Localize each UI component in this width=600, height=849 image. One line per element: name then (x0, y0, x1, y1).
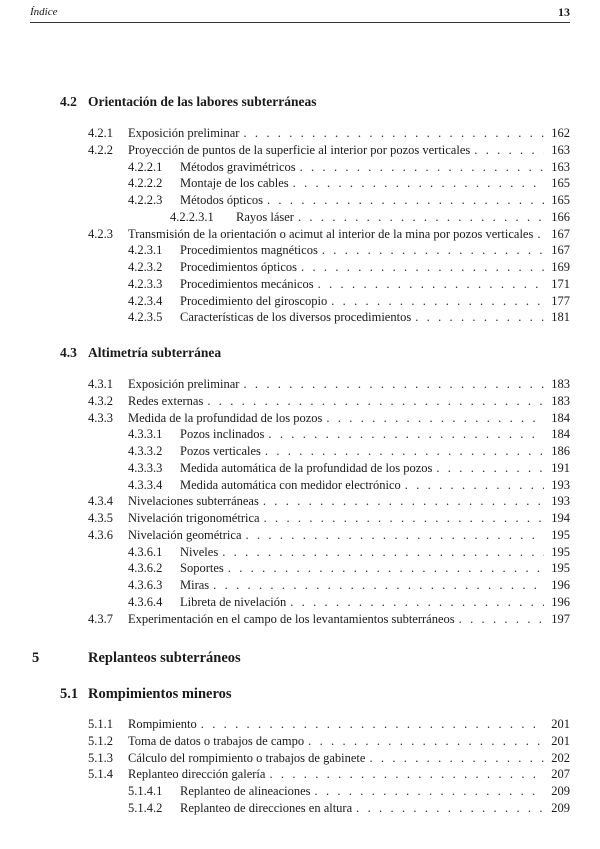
dot-leader (474, 143, 544, 158)
toc-entry[interactable] (128, 294, 570, 310)
toc-entry-title: Métodos gravimétricos (180, 159, 296, 174)
toc-entry-page: 171 (551, 276, 570, 291)
toc-entry-number: 4.2.2.2 (128, 176, 163, 191)
toc-entry-number: 4.3.6.1 (128, 544, 163, 559)
toc-entry-number: 4.3.6.2 (128, 561, 163, 576)
toc-entry-page: 184 (551, 427, 570, 442)
toc-entry-number: 4.3.7 (88, 611, 113, 626)
toc-entry-page: 166 (551, 209, 570, 224)
toc-entry-number: 4.3.3.4 (128, 477, 163, 492)
section-heading[interactable] (60, 686, 232, 703)
dot-leader (201, 717, 544, 732)
toc-entry-page: 197 (551, 611, 570, 626)
dot-leader (415, 310, 544, 325)
toc-entry-number: 5.1.2 (88, 733, 113, 748)
dot-leader (405, 478, 544, 493)
toc-entry[interactable] (128, 478, 570, 494)
dot-leader (243, 126, 544, 141)
toc-entry-page: 162 (551, 126, 570, 140)
toc-entry[interactable] (128, 461, 570, 477)
toc-entry-number: 4.3.4 (88, 494, 113, 509)
toc-entry-title: Rayos láser (236, 209, 294, 224)
toc-entry[interactable] (128, 545, 570, 561)
toc-entry-page: 186 (551, 444, 570, 458)
toc-entry[interactable] (88, 143, 570, 159)
toc-entry-number: 5.1.3 (88, 750, 113, 765)
toc-entry-page: 195 (551, 544, 570, 559)
toc-entry-title: Nivelación trigonométrica (128, 511, 260, 525)
toc-entry-number: 4.3.6.4 (128, 594, 163, 609)
toc-entry-number: 4.2.3.1 (128, 243, 163, 258)
section-heading[interactable] (60, 345, 221, 361)
toc-entry[interactable] (88, 227, 570, 243)
section-number: 4.2 (60, 94, 77, 109)
dot-leader (331, 294, 544, 309)
toc-entry-page: 167 (551, 243, 570, 258)
toc-entry[interactable] (128, 310, 570, 326)
toc-entry-title: Proyección de puntos de la superficie al interior por pozos verticales (128, 142, 471, 157)
toc-entry-number: 4.3.3.1 (128, 427, 163, 442)
toc-entry-page: 201 (551, 733, 570, 748)
toc-entry-page: 163 (551, 142, 570, 157)
dot-leader (459, 612, 544, 627)
section-title: Altimetría subterránea (88, 345, 222, 360)
toc-entry-title: Toma de datos o trabajos de campo (128, 733, 305, 748)
dot-leader (326, 411, 544, 426)
dot-leader (243, 377, 544, 392)
toc-entry-page: 193 (551, 477, 570, 492)
toc-entry-number: 4.2.3.3 (128, 276, 163, 291)
toc-entry[interactable] (88, 411, 570, 427)
toc-entry-page: 181 (551, 310, 570, 325)
toc-entry-title: Replanteo de alineaciones (180, 784, 311, 798)
toc-entry[interactable] (128, 427, 570, 443)
dot-leader (298, 210, 544, 225)
toc-entry-title: Experimentación en el campo de los levantamientos subterráneos (128, 611, 455, 626)
toc-entry-title: Procedimientos mecánicos (180, 276, 314, 291)
dot-leader (436, 461, 544, 476)
toc-entry-title: Exposición preliminar (128, 126, 240, 140)
toc-entry-title: Miras (180, 578, 210, 592)
toc-entry[interactable] (128, 193, 570, 209)
toc-entry[interactable] (128, 784, 570, 800)
toc-entry[interactable] (128, 444, 570, 460)
toc-entry-number: 4.2.3 (88, 226, 113, 241)
dot-leader (267, 193, 544, 208)
toc-entry-title: Replanteo de direcciones en altura (180, 800, 353, 815)
toc-entry[interactable] (170, 210, 570, 226)
dot-leader (322, 243, 544, 258)
dot-leader (265, 444, 544, 459)
toc-entry-number: 5.1.4.2 (128, 800, 163, 815)
toc-entry-title: Características de los diversos procedimientos (180, 310, 412, 325)
toc-entry-page: 195 (551, 561, 570, 576)
toc-entry-title: Nivelación geométrica (128, 527, 242, 542)
dot-leader (207, 394, 544, 409)
dot-leader (369, 751, 544, 766)
toc-entry-number: 4.2.2 (88, 142, 113, 157)
toc-entry-page: 167 (551, 226, 570, 241)
toc-entry-number: 4.2.3.5 (128, 310, 163, 325)
dot-leader (318, 277, 544, 292)
chapter-title: Replanteos subterráneos (88, 650, 241, 666)
toc-entry-number: 4.2.2.3.1 (170, 209, 214, 224)
toc-entry-title: Procedimientos magnéticos (180, 243, 318, 258)
dot-leader (228, 561, 544, 576)
toc-entry[interactable] (128, 160, 570, 176)
toc-entry-title: Pozos inclinados (180, 427, 265, 442)
toc-entry-number: 4.3.5 (88, 511, 113, 525)
toc-entry-title: Libreta de nivelación (180, 594, 287, 609)
toc-entry[interactable] (88, 612, 570, 628)
toc-entry-page: 193 (551, 494, 570, 509)
toc-entry[interactable] (128, 260, 570, 276)
toc-entry-page: 207 (551, 767, 570, 782)
toc-entry-page: 183 (551, 393, 570, 408)
section-number: 5.1 (60, 686, 79, 702)
toc-entry-page: 163 (551, 159, 570, 174)
toc-entry-page: 201 (551, 717, 570, 731)
toc-entry[interactable] (88, 767, 570, 783)
toc-entry-title: Pozos verticales (180, 444, 261, 458)
toc-entry[interactable] (88, 394, 570, 410)
dot-leader (246, 528, 545, 543)
section-number: 4.3 (60, 345, 77, 360)
dot-leader (269, 767, 544, 782)
toc-entry-title: Medida automática de la profundidad de los pozos (180, 460, 433, 475)
toc-entry[interactable] (88, 126, 570, 142)
section-title: Orientación de las labores subterráneas (88, 94, 317, 109)
toc-entry-page: 184 (551, 410, 570, 425)
toc-entry[interactable] (128, 277, 570, 293)
toc-entry-number: 4.3.3.3 (128, 460, 163, 475)
toc-entry[interactable] (88, 494, 570, 510)
toc-entry-page: 209 (551, 800, 570, 815)
toc-entry-title: Exposición preliminar (128, 377, 240, 391)
toc-entry-number: 5.1.1 (88, 717, 113, 731)
toc-entry-title: Métodos ópticos (180, 193, 263, 207)
toc-entry[interactable] (128, 243, 570, 259)
toc-entry-title: Soportes (180, 561, 224, 576)
toc-entry-number: 4.3.3 (88, 410, 113, 425)
toc-entry-title: Cálculo del rompimiento o trabajos de gabinete (128, 750, 366, 765)
toc-entry-number: 4.3.2 (88, 393, 113, 408)
page-number: 13 (558, 5, 570, 19)
chapter-heading[interactable] (32, 650, 241, 667)
toc-entry-number: 4.2.2.3 (128, 193, 163, 207)
header-title: Índice (30, 6, 58, 18)
toc-entry[interactable] (128, 176, 570, 192)
dot-leader (300, 160, 544, 175)
toc-entry-number: 4.3.3.2 (128, 444, 163, 458)
section-title: Rompimientos mineros (88, 686, 232, 702)
toc-entry-number: 4.2.1 (88, 126, 113, 140)
toc-entry-page: 165 (551, 176, 570, 191)
toc-entry-title: Medida de la profundidad de los pozos (128, 410, 323, 425)
toc-entry-page: 202 (551, 750, 570, 765)
toc-entry-title: Redes externas (128, 393, 204, 408)
toc-entry[interactable] (128, 578, 570, 594)
toc-entry-page: 169 (551, 260, 570, 274)
toc-entry[interactable] (88, 751, 570, 767)
dot-leader (315, 784, 545, 799)
dot-leader (356, 801, 544, 816)
toc-entry-number: 5.1.4.1 (128, 784, 163, 798)
toc-entry-page: 183 (551, 377, 570, 391)
dot-leader (263, 494, 544, 509)
toc-entry-number: 4.3.1 (88, 377, 113, 391)
toc-entry-number: 4.3.6.3 (128, 578, 163, 592)
toc-entry-title: Medida automática con medidor electrónico (180, 477, 401, 492)
dot-leader (213, 578, 544, 593)
toc-entry[interactable] (128, 561, 570, 577)
chapter-number: 5 (32, 650, 40, 666)
toc-entry-number: 5.1.4 (88, 767, 113, 782)
toc-entry[interactable] (128, 801, 570, 817)
toc-entry-title: Replanteo dirección galería (128, 767, 266, 782)
toc-entry-number: 4.2.3.4 (128, 293, 163, 308)
dot-leader (293, 176, 544, 191)
toc-entry-title: Procedimiento del giroscopio (180, 293, 328, 308)
toc-entry[interactable] (128, 595, 570, 611)
dot-leader (308, 734, 544, 749)
page-header (30, 4, 570, 23)
toc-entry-title: Niveles (180, 544, 219, 559)
dot-leader (290, 595, 544, 610)
toc-entry-page: 196 (551, 578, 570, 592)
toc-entry-page: 165 (551, 193, 570, 207)
toc-entry-title: Rompimiento (128, 717, 197, 731)
toc-entry[interactable] (88, 717, 570, 733)
dot-leader (264, 511, 544, 526)
dot-leader (268, 427, 544, 442)
toc-entry-page: 195 (551, 527, 570, 542)
toc-entry-title: Nivelaciones subterráneas (128, 494, 259, 509)
toc-entry[interactable] (88, 528, 570, 544)
toc-entry-page: 194 (551, 511, 570, 525)
toc-entry-number: 4.2.2.1 (128, 159, 163, 174)
toc-entry-page: 196 (551, 594, 570, 609)
toc-entry-number: 4.2.3.2 (128, 260, 163, 274)
toc-entry[interactable] (88, 377, 570, 393)
toc-entry-title: Montaje de los cables (180, 176, 289, 191)
section-heading[interactable] (60, 94, 317, 110)
toc-entry-page: 191 (551, 460, 570, 475)
toc-entry-title: Transmisión de la orientación o acimut al interior de la mina por pozos verticales (128, 226, 534, 241)
toc-entry[interactable] (88, 734, 570, 750)
toc-entry-page: 177 (551, 293, 570, 308)
dot-leader (301, 260, 544, 275)
toc-entry-number: 4.3.6 (88, 527, 113, 542)
dot-leader (537, 227, 544, 242)
toc-entry-title: Procedimientos ópticos (180, 260, 297, 274)
toc-entry-page: 209 (551, 784, 570, 798)
toc-entry[interactable] (88, 511, 570, 527)
dot-leader (222, 545, 544, 560)
